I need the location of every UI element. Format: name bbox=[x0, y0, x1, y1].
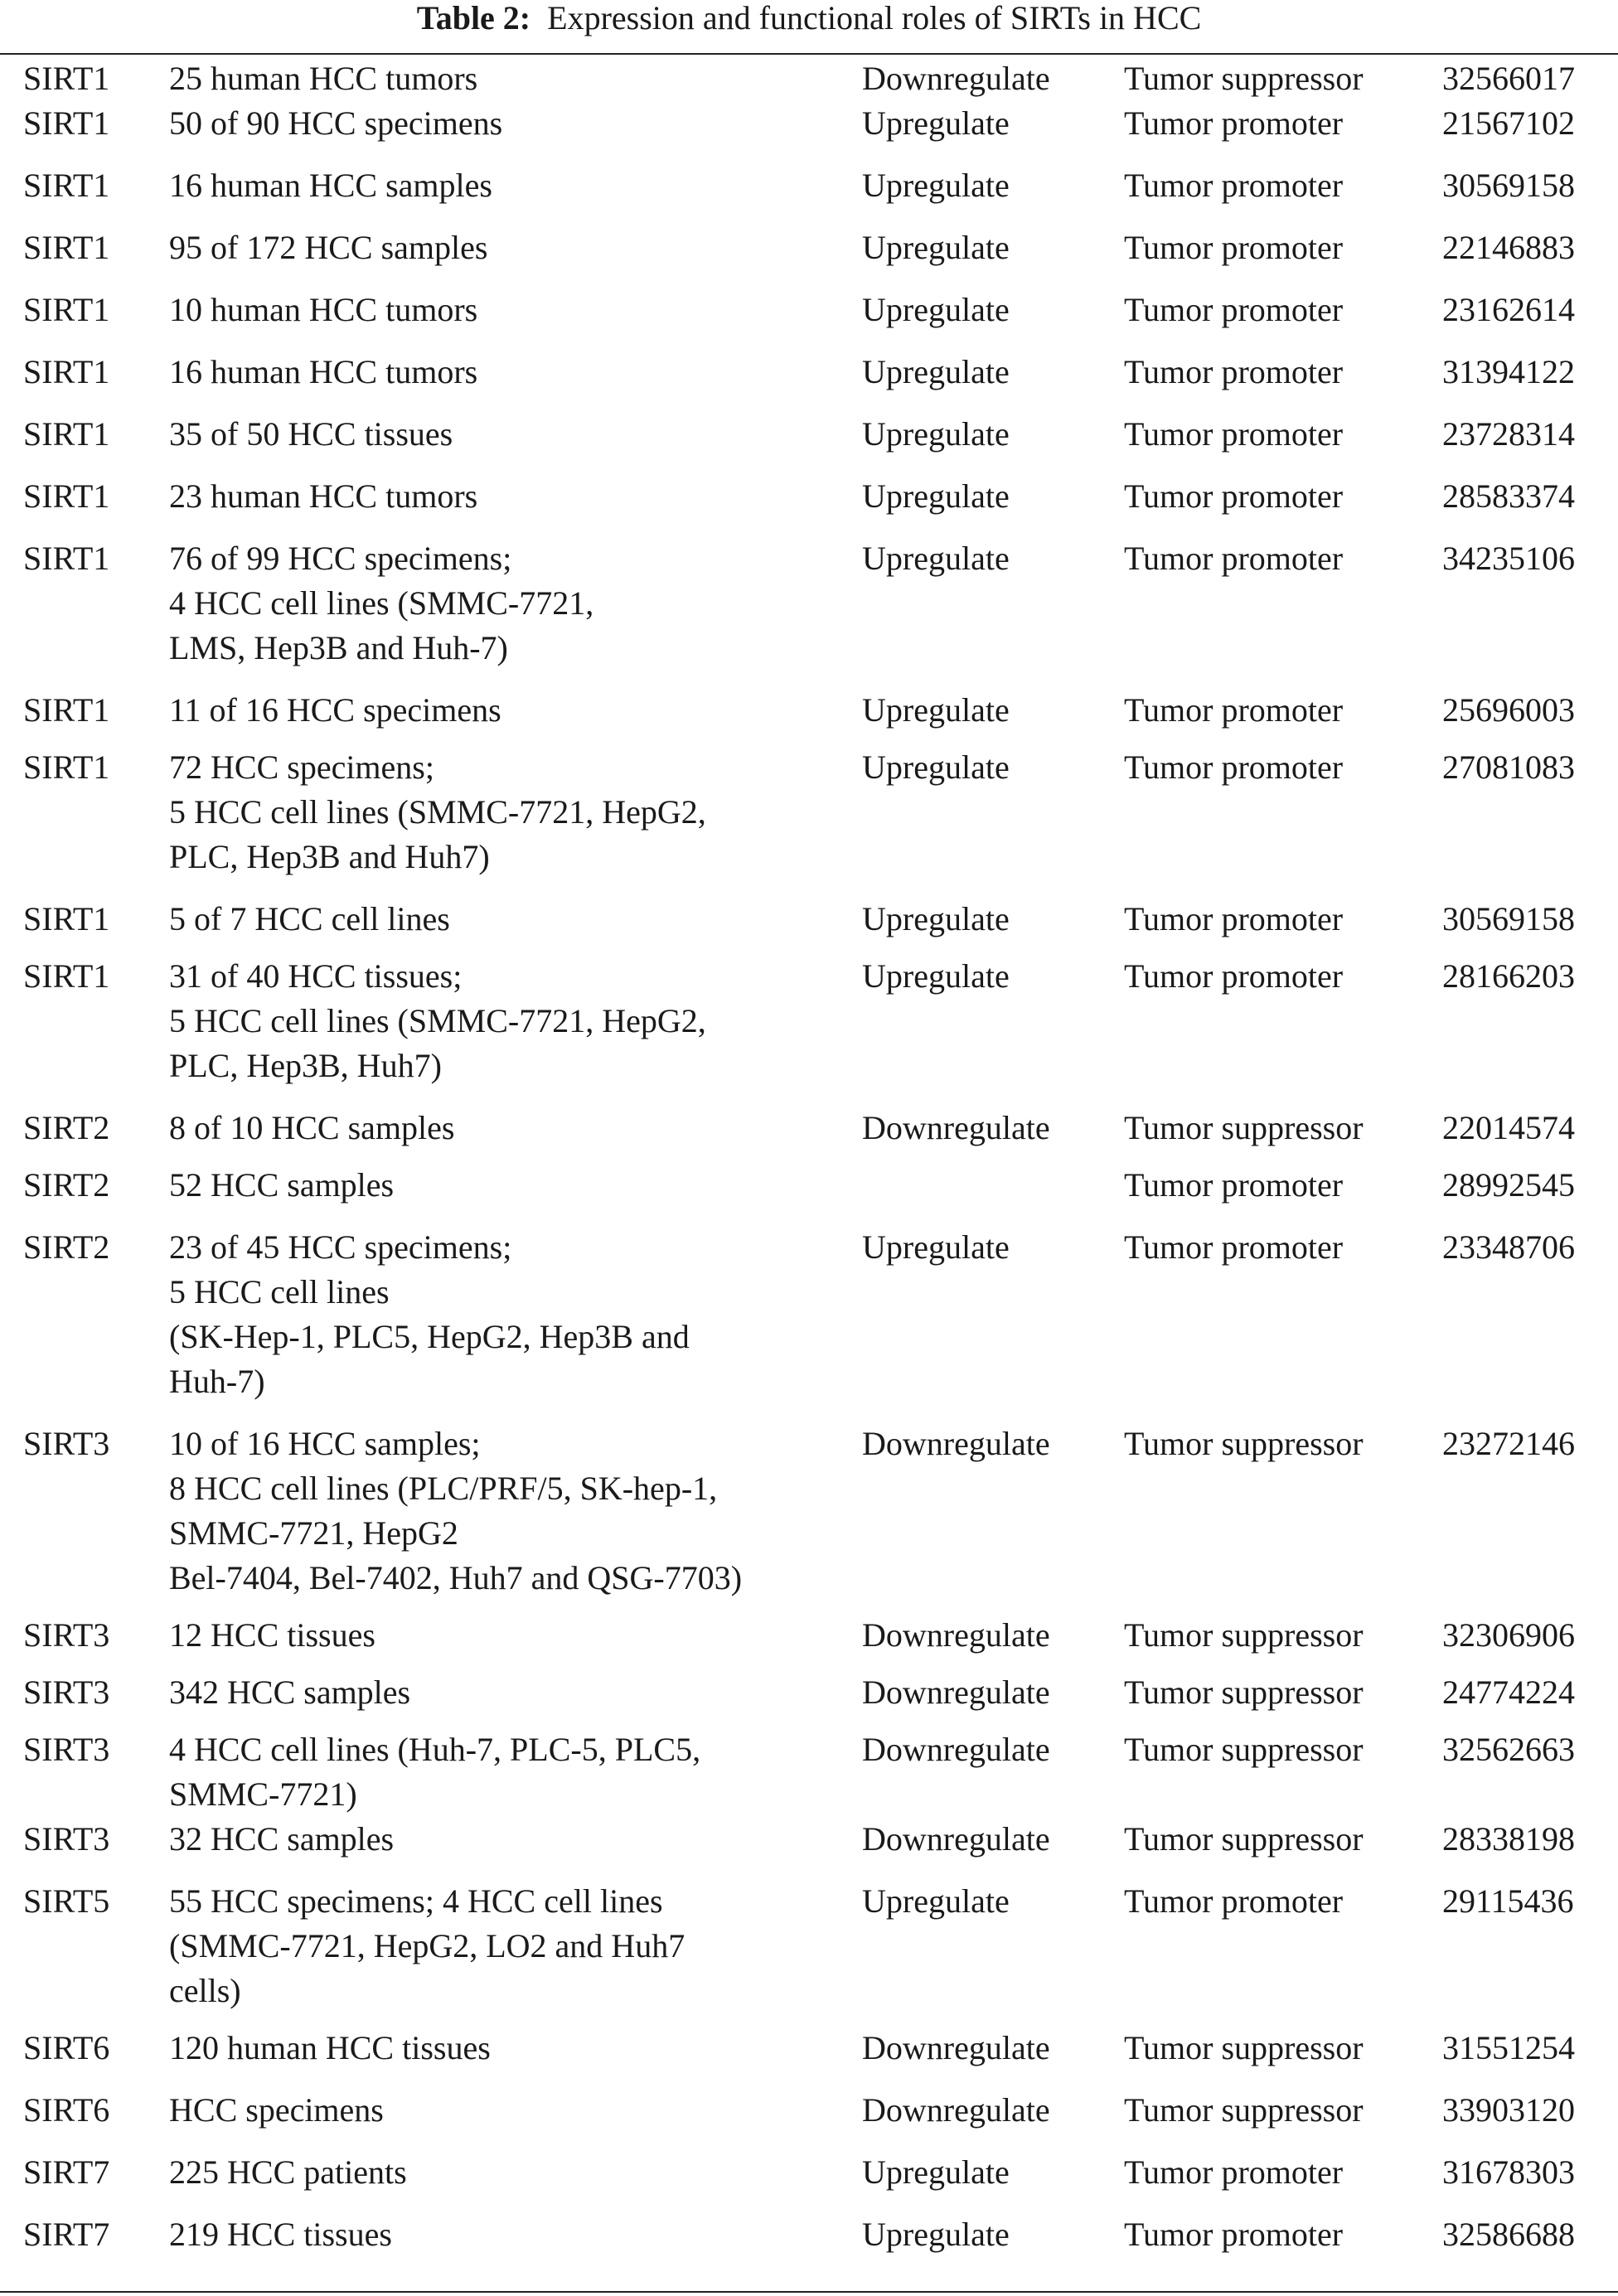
sirt-cell: SIRT6 bbox=[23, 2091, 110, 2129]
table-bottom-rule bbox=[0, 2291, 1618, 2293]
sirt-cell: SIRT1 bbox=[23, 477, 110, 515]
role-cell: Tumor promoter bbox=[1124, 353, 1344, 390]
table-row bbox=[0, 1817, 1618, 1879]
expression-cell: Downregulate bbox=[862, 60, 1050, 97]
sample-line: 55 HCC specimens; 4 HCC cell lines bbox=[169, 1882, 663, 1920]
pmid-cell: 21567102 bbox=[1442, 104, 1575, 142]
table-row bbox=[0, 474, 1618, 536]
pmid-cell: 22146883 bbox=[1442, 229, 1575, 266]
role-cell: Tumor suppressor bbox=[1124, 1425, 1364, 1462]
table-row bbox=[0, 350, 1618, 412]
role-cell: Tumor suppressor bbox=[1124, 2091, 1364, 2129]
pmid-cell: 28338198 bbox=[1442, 1820, 1575, 1858]
sample-cell bbox=[169, 1225, 862, 1404]
sirt-cell: SIRT3 bbox=[23, 1731, 110, 1768]
sample-cell bbox=[169, 2088, 862, 2133]
table-row bbox=[0, 2212, 1618, 2274]
sirt-cell: SIRT1 bbox=[23, 229, 110, 266]
table-row bbox=[0, 1106, 1618, 1163]
sample-cell bbox=[169, 101, 862, 146]
sample-line: 342 HCC samples bbox=[169, 1674, 411, 1711]
pmid-cell: 32306906 bbox=[1442, 1616, 1575, 1654]
role-cell: Tumor suppressor bbox=[1124, 1616, 1364, 1654]
sirt-cell: SIRT1 bbox=[23, 540, 110, 577]
expression-cell: Upregulate bbox=[862, 104, 1010, 142]
expression-cell: Downregulate bbox=[862, 1109, 1050, 1146]
role-cell: Tumor promoter bbox=[1124, 291, 1344, 328]
sample-line: 32 HCC samples bbox=[169, 1820, 395, 1858]
table-row bbox=[0, 954, 1618, 1106]
table-title: Expression and functional roles of SIRTs in HCC bbox=[547, 0, 1202, 36]
role-cell: Tumor promoter bbox=[1124, 229, 1344, 266]
sample-line: cells) bbox=[169, 1972, 241, 2009]
sample-line: 4 HCC cell lines (SMMC-7721, bbox=[169, 584, 594, 622]
pmid-cell: 24774224 bbox=[1442, 1674, 1575, 1711]
sample-cell bbox=[169, 688, 862, 733]
table-row bbox=[0, 1727, 1618, 1817]
sirt-cell: SIRT1 bbox=[23, 748, 110, 786]
pmid-cell: 34235106 bbox=[1442, 540, 1575, 577]
expression-cell: Upregulate bbox=[862, 748, 1010, 786]
role-cell: Tumor suppressor bbox=[1124, 1674, 1364, 1711]
expression-cell: Downregulate bbox=[862, 1820, 1050, 1858]
sample-line: 225 HCC patients bbox=[169, 2153, 407, 2191]
sample-line: 35 of 50 HCC tissues bbox=[169, 415, 453, 453]
sample-cell bbox=[169, 897, 862, 942]
expression-cell: Upregulate bbox=[862, 353, 1010, 390]
expression-cell: Upregulate bbox=[862, 540, 1010, 577]
role-cell: Tumor promoter bbox=[1124, 167, 1344, 204]
role-cell: Tumor promoter bbox=[1124, 2153, 1344, 2191]
table-row bbox=[0, 101, 1618, 163]
expression-cell: Upregulate bbox=[862, 167, 1010, 204]
pmid-cell: 31551254 bbox=[1442, 2029, 1575, 2066]
sirt-cell: SIRT1 bbox=[23, 60, 110, 97]
sirt-cell: SIRT1 bbox=[23, 415, 110, 453]
expression-cell: Downregulate bbox=[862, 1674, 1050, 1711]
sirt-cell: SIRT2 bbox=[23, 1166, 110, 1204]
sample-line: (SK-Hep-1, PLC5, HepG2, Hep3B and bbox=[169, 1318, 690, 1355]
expression-cell: Upregulate bbox=[862, 1228, 1010, 1266]
expression-cell: Upregulate bbox=[862, 2153, 1010, 2191]
sample-cell bbox=[169, 412, 862, 457]
pmid-cell: 23272146 bbox=[1442, 1425, 1575, 1462]
sample-cell bbox=[169, 225, 862, 270]
sample-line: 76 of 99 HCC specimens; bbox=[169, 540, 512, 577]
pmid-cell: 30569158 bbox=[1442, 167, 1575, 204]
sample-cell bbox=[169, 1670, 862, 1715]
sample-line: 5 HCC cell lines bbox=[169, 1273, 390, 1310]
sample-line: 16 human HCC samples bbox=[169, 167, 492, 204]
role-cell: Tumor promoter bbox=[1124, 477, 1344, 515]
sample-line: 16 human HCC tumors bbox=[169, 353, 478, 390]
expression-cell: Upregulate bbox=[862, 900, 1010, 937]
sample-line: PLC, Hep3B, Huh7) bbox=[169, 1047, 442, 1084]
sample-cell bbox=[169, 2150, 862, 2195]
sample-line: 10 of 16 HCC samples; bbox=[169, 1425, 481, 1462]
role-cell: Tumor suppressor bbox=[1124, 1109, 1364, 1146]
pmid-cell: 23348706 bbox=[1442, 1228, 1575, 1266]
sample-line: 4 HCC cell lines (Huh-7, PLC-5, PLC5, bbox=[169, 1731, 701, 1768]
expression-cell: Downregulate bbox=[862, 1616, 1050, 1654]
table-row bbox=[0, 163, 1618, 225]
sample-line: 95 of 172 HCC samples bbox=[169, 229, 488, 266]
sample-cell bbox=[169, 1422, 862, 1601]
expression-cell: Upregulate bbox=[862, 229, 1010, 266]
pmid-cell: 28583374 bbox=[1442, 477, 1575, 515]
sample-line: PLC, Hep3B and Huh7) bbox=[169, 838, 490, 875]
role-cell: Tumor promoter bbox=[1124, 1228, 1344, 1266]
pmid-cell: 28166203 bbox=[1442, 957, 1575, 995]
sample-line: 23 human HCC tumors bbox=[169, 477, 478, 515]
sample-line: 219 HCC tissues bbox=[169, 2216, 392, 2253]
table-caption bbox=[0, 0, 1618, 36]
pmid-cell: 22014574 bbox=[1442, 1109, 1575, 1146]
sample-line: SMMC-7721) bbox=[169, 1775, 357, 1813]
pmid-cell: 30569158 bbox=[1442, 900, 1575, 937]
sample-cell bbox=[169, 1163, 862, 1208]
sample-line: LMS, Hep3B and Huh-7) bbox=[169, 629, 508, 666]
sirt-cell: SIRT7 bbox=[23, 2153, 110, 2191]
pmid-cell: 31394122 bbox=[1442, 353, 1575, 390]
table-row bbox=[0, 536, 1618, 688]
pmid-cell: 33903120 bbox=[1442, 2091, 1575, 2129]
sample-line: 50 of 90 HCC specimens bbox=[169, 104, 503, 142]
sample-line: 5 HCC cell lines (SMMC-7721, HepG2, bbox=[169, 793, 706, 831]
role-cell: Tumor promoter bbox=[1124, 104, 1344, 142]
sirt-cell: SIRT6 bbox=[23, 2029, 110, 2066]
table-row bbox=[0, 1670, 1618, 1727]
expression-cell: Upregulate bbox=[862, 291, 1010, 328]
role-cell: Tumor promoter bbox=[1124, 957, 1344, 995]
table-row bbox=[0, 2088, 1618, 2150]
table-row bbox=[0, 1879, 1618, 2026]
sample-line: 120 human HCC tissues bbox=[169, 2029, 491, 2066]
table-row bbox=[0, 1613, 1618, 1670]
expression-cell: Upregulate bbox=[862, 477, 1010, 515]
sample-cell bbox=[169, 954, 862, 1088]
pmid-cell: 28992545 bbox=[1442, 1166, 1575, 1204]
role-cell: Tumor suppressor bbox=[1124, 60, 1364, 97]
sample-line: 23 of 45 HCC specimens; bbox=[169, 1228, 512, 1266]
table-row bbox=[0, 225, 1618, 288]
sample-line: 12 HCC tissues bbox=[169, 1616, 375, 1654]
sirt-cell: SIRT1 bbox=[23, 957, 110, 995]
sample-line: Huh-7) bbox=[169, 1363, 265, 1400]
pmid-cell: 23162614 bbox=[1442, 291, 1575, 328]
expression-cell: Upregulate bbox=[862, 1882, 1010, 1920]
sample-cell bbox=[169, 1879, 862, 2013]
role-cell: Tumor suppressor bbox=[1124, 1731, 1364, 1768]
sample-line: 72 HCC specimens; bbox=[169, 748, 434, 786]
table-label: Table 2: bbox=[416, 0, 531, 36]
sirt-cell: SIRT3 bbox=[23, 1425, 110, 1462]
sample-cell bbox=[169, 1613, 862, 1658]
table-row bbox=[0, 745, 1618, 897]
table-row bbox=[0, 288, 1618, 350]
expression-cell: Downregulate bbox=[862, 2091, 1050, 2129]
sirt-cell: SIRT1 bbox=[23, 291, 110, 328]
sample-cell bbox=[169, 288, 862, 332]
table-row bbox=[0, 897, 1618, 954]
pmid-cell: 23728314 bbox=[1442, 415, 1575, 453]
table-row bbox=[0, 1422, 1618, 1613]
expression-cell bbox=[862, 1163, 1124, 1208]
sirt-cell: SIRT3 bbox=[23, 1820, 110, 1858]
sirt-cell: SIRT2 bbox=[23, 1228, 110, 1266]
sample-cell bbox=[169, 1106, 862, 1150]
sirt-cell: SIRT2 bbox=[23, 1109, 110, 1146]
role-cell: Tumor promoter bbox=[1124, 1882, 1344, 1920]
sample-line: HCC specimens bbox=[169, 2091, 384, 2129]
sirt-cell: SIRT7 bbox=[23, 2216, 110, 2253]
pmid-cell: 32566017 bbox=[1442, 60, 1575, 97]
sample-line: 31 of 40 HCC tissues; bbox=[169, 957, 463, 995]
sirt-cell: SIRT5 bbox=[23, 1882, 110, 1920]
sample-cell bbox=[169, 2026, 862, 2071]
role-cell: Tumor promoter bbox=[1124, 2216, 1344, 2253]
sample-line: 5 HCC cell lines (SMMC-7721, HepG2, bbox=[169, 1002, 706, 1039]
sirt-cell: SIRT1 bbox=[23, 167, 110, 204]
sample-line: 52 HCC samples bbox=[169, 1166, 395, 1204]
sample-cell bbox=[169, 474, 862, 519]
sirt-cell: SIRT1 bbox=[23, 691, 110, 729]
pmid-cell: 29115436 bbox=[1442, 1882, 1574, 1920]
sirt-cell: SIRT1 bbox=[23, 353, 110, 390]
table-row bbox=[0, 1163, 1618, 1225]
expression-cell: Upregulate bbox=[862, 415, 1010, 453]
sample-line: 10 human HCC tumors bbox=[169, 291, 478, 328]
role-cell: Tumor promoter bbox=[1124, 900, 1344, 937]
sirt-cell: SIRT1 bbox=[23, 900, 110, 937]
sample-line: 5 of 7 HCC cell lines bbox=[169, 900, 450, 937]
table-row bbox=[0, 688, 1618, 745]
expression-cell: Downregulate bbox=[862, 1731, 1050, 1768]
expression-cell: Downregulate bbox=[862, 1425, 1050, 1462]
pmid-cell: 25696003 bbox=[1442, 691, 1575, 729]
sirt-cell: SIRT3 bbox=[23, 1616, 110, 1654]
pmid-cell: 31678303 bbox=[1442, 2153, 1575, 2191]
sample-line: 8 of 10 HCC samples bbox=[169, 1109, 455, 1146]
expression-cell: Upregulate bbox=[862, 2216, 1010, 2253]
sample-cell bbox=[169, 163, 862, 208]
sample-cell bbox=[169, 350, 862, 395]
pmid-cell: 27081083 bbox=[1442, 748, 1575, 786]
sample-line: 25 human HCC tumors bbox=[169, 60, 478, 97]
role-cell: Tumor promoter bbox=[1124, 748, 1344, 786]
table-row bbox=[0, 56, 1618, 101]
sample-line: Bel-7404, Bel-7402, Huh7 and QSG-7703) bbox=[169, 1559, 743, 1596]
sample-line: SMMC-7721, HepG2 bbox=[169, 1514, 458, 1552]
role-cell: Tumor suppressor bbox=[1124, 2029, 1364, 2066]
sample-line: 8 HCC cell lines (PLC/PRF/5, SK-hep-1, bbox=[169, 1470, 718, 1507]
table-top-rule bbox=[0, 53, 1618, 55]
expression-cell: Downregulate bbox=[862, 2029, 1050, 2066]
sirt-cell: SIRT3 bbox=[23, 1674, 110, 1711]
sample-cell bbox=[169, 1817, 862, 1862]
sirt-table bbox=[0, 56, 1618, 2274]
sample-cell bbox=[169, 1727, 862, 1817]
table-row bbox=[0, 412, 1618, 474]
expression-cell: Upregulate bbox=[862, 691, 1010, 729]
sample-cell bbox=[169, 56, 862, 101]
table-row bbox=[0, 1225, 1618, 1422]
role-cell: Tumor promoter bbox=[1124, 540, 1344, 577]
table-row bbox=[0, 2026, 1618, 2088]
sample-cell bbox=[169, 745, 862, 879]
expression-cell: Upregulate bbox=[862, 957, 1010, 995]
role-cell: Tumor promoter bbox=[1124, 1166, 1344, 1204]
table-row bbox=[0, 2150, 1618, 2212]
pmid-cell: 32586688 bbox=[1442, 2216, 1575, 2253]
sample-line: (SMMC-7721, HepG2, LO2 and Huh7 bbox=[169, 1927, 685, 1964]
role-cell: Tumor promoter bbox=[1124, 691, 1344, 729]
pmid-cell: 32562663 bbox=[1442, 1731, 1575, 1768]
role-cell: Tumor promoter bbox=[1124, 415, 1344, 453]
sirt-cell: SIRT1 bbox=[23, 104, 110, 142]
sample-cell bbox=[169, 2212, 862, 2257]
sample-cell bbox=[169, 536, 862, 671]
role-cell: Tumor suppressor bbox=[1124, 1820, 1364, 1858]
sample-line: 11 of 16 HCC specimens bbox=[169, 691, 501, 729]
